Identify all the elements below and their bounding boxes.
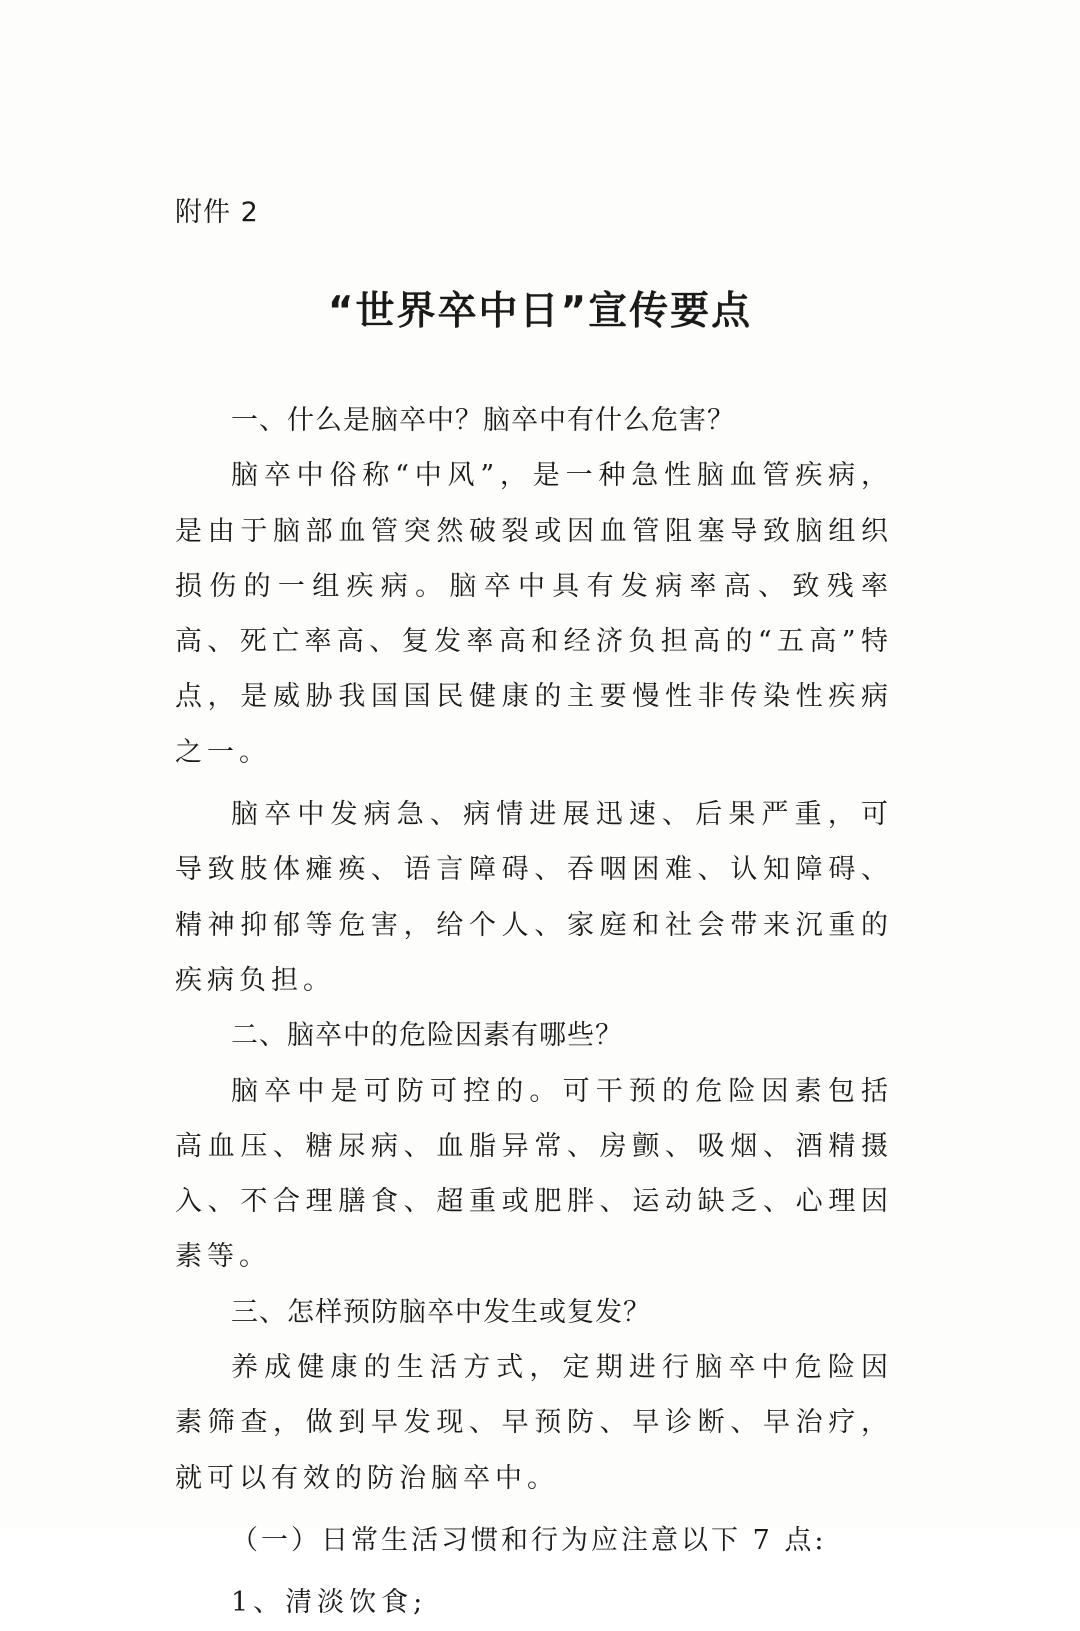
section-1-heading: 一、什么是脑卒中？脑卒中有什么危害？: [231, 405, 735, 436]
section-1-paragraph-2: 脑卒中发病急、病情进展迅速、后果严重，可导致肢体瘫痪、语言障碍、吞咽困难、认知障碍、精神抑郁等危害，给个人、家庭和社会带来沉重的疾病负担。: [175, 799, 893, 996]
section-3-paragraph-1: 养成健康的生活方式，定期进行脑卒中危险因素筛查，做到早发现、早预防、早诊断、早治疗，就可以有效的防治脑卒中。: [175, 1352, 893, 1494]
attachment-label: 附件 2: [175, 197, 259, 228]
section-1-paragraph-1: 脑卒中俗称“中风”，是一种急性脑血管疾病，是由于脑部血管突然破裂或因血管阻塞导致脑组织损伤的一组疾病。脑卒中具有发病率高、致残率高、死亡率高、复发率高和经济负担高的“五高”特点，是威胁我国国民健康的主要慢性非传染性疾病之一。: [175, 460, 893, 768]
document-body: [175, 393, 893, 1631]
section-2-heading: 二、脑卒中的危险因素有哪些？: [231, 1020, 623, 1052]
document-title: “世界卒中日”宣传要点: [327, 289, 753, 334]
section-3-sub-heading: （一）日常生活习惯和行为应注意以下 7 点:: [231, 1524, 827, 1556]
list-item: 1、清淡饮食;: [231, 1587, 428, 1619]
section-2-paragraph-1: 脑卒中是可防可控的。可干预的危险因素包括高血压、糖尿病、血脂异常、房颤、吸烟、酒精摄入、不合理膳食、超重或肥胖、运动缺乏、心理因素等。: [175, 1075, 893, 1273]
section-3-heading: 三、怎样预防脑卒中发生或复发？: [231, 1296, 651, 1328]
